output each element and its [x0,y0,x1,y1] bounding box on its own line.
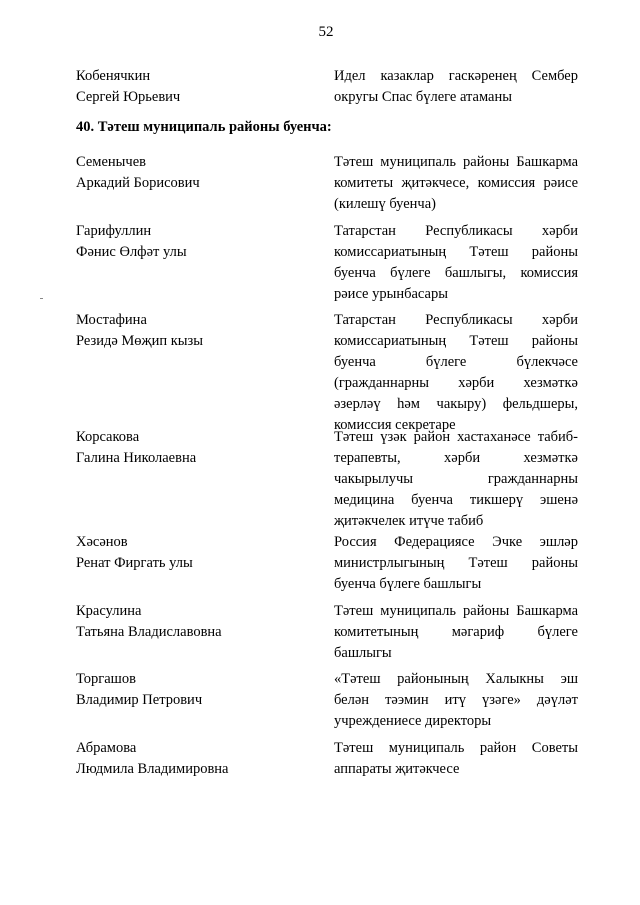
role-line: Тәтеш үзәк район хастаханәсе табиб- [334,429,578,445]
person-given-name: Сергей Юрьевич [76,89,181,105]
person-role [334,532,578,595]
person-surname: Красулина [76,603,142,619]
role-line: комитеты җитәкчесе, комиссия рәисе [334,175,578,191]
margin-mark [40,298,43,299]
person-name [76,427,316,469]
person-role [334,669,578,732]
person-role [334,310,578,436]
person-role [334,152,578,215]
person-given-name: Владимир Петрович [76,692,203,708]
role-line: аппараты җитәкчесе [334,761,460,777]
role-line: белән тәэмин итү үзәге» дәүләт [334,692,578,708]
role-line: медицина буенча тикшерү эшенә [334,492,578,508]
person-surname: Абрамова [76,740,137,756]
person-given-name: Аркадий Борисович [76,175,200,191]
person-surname: Гарифуллин [76,223,152,239]
role-line: чакырылучы гражданнарны [334,471,578,487]
role-line: округы Спас бүлеге атаманы [334,89,512,105]
page-number: 52 [318,24,334,40]
person-given-name: Фәнис Өлфәт улы [76,244,187,260]
role-line: министрлыгының Тәтеш районы [334,555,578,571]
role-line: (гражданнарны хәрби хезмәткә [334,375,578,391]
person-role [334,427,578,532]
person-role [334,738,578,780]
person-given-name: Галина Николаевна [76,450,197,466]
person-name [76,532,316,574]
role-line: комиссариатының Тәтеш районы [334,244,578,260]
role-line: рәисе урынбасары [334,286,448,302]
person-name [76,221,316,263]
person-role [334,601,578,664]
role-line: комиссариатының Тәтеш районы [334,333,578,349]
role-line: буенча бүлеге бүлекчәсе [334,354,578,370]
person-surname: Хәсәнов [76,534,128,550]
person-name [76,738,316,780]
role-line: буенча бүлеге башлыгы, комиссия [334,265,578,281]
person-given-name: Людмила Владимировна [76,761,229,777]
role-line: әзерләү һәм чакыру) фельдшеры, [334,396,578,412]
role-line: Идел казаклар гаскәренең Сембер [334,68,578,84]
role-line: учреждениесе директоры [334,713,492,729]
section-heading: 40. Тәтеш муниципаль районы буенча: [76,119,332,135]
role-line: (килешү буенча) [334,196,436,212]
person-name [76,601,316,643]
role-line: Татарстан Республикасы хәрби [334,312,578,328]
person-given-name: Резидә Мөҗип кызы [76,333,203,349]
role-line: «Тәтеш районының Халыкны эш [334,671,578,687]
role-line: Тәтеш муниципаль район Советы [334,740,578,756]
person-role [334,66,578,108]
role-line: комиссия секретаре [334,417,456,433]
person-name [76,152,316,194]
person-surname: Торгашов [76,671,136,687]
role-line: Тәтеш муниципаль районы Башкарма [334,603,578,619]
person-given-name: Ренат Фиргать улы [76,555,193,571]
person-name [76,669,316,711]
role-line: терапевты, хәрби хезмәткә [334,450,578,466]
person-surname: Мостафина [76,312,147,328]
role-line: җитәкчелек итүче табиб [334,513,484,529]
person-name [76,310,316,352]
role-line: Татарстан Республикасы хәрби [334,223,578,239]
person-name [76,66,316,108]
person-surname: Корсакова [76,429,140,445]
role-line: буенча бүлеге башлыгы [334,576,482,592]
person-given-name: Татьяна Владиславовна [76,624,222,640]
person-role [334,221,578,305]
role-line: Россия Федерациясе Эчке эшләр [334,534,578,550]
role-line: Тәтеш муниципаль районы Башкарма [334,154,578,170]
person-surname: Кобенячкин [76,68,151,84]
role-line: комитетының мәгариф бүлеге [334,624,578,640]
role-line: башлыгы [334,645,392,661]
person-surname: Семенычев [76,154,146,170]
